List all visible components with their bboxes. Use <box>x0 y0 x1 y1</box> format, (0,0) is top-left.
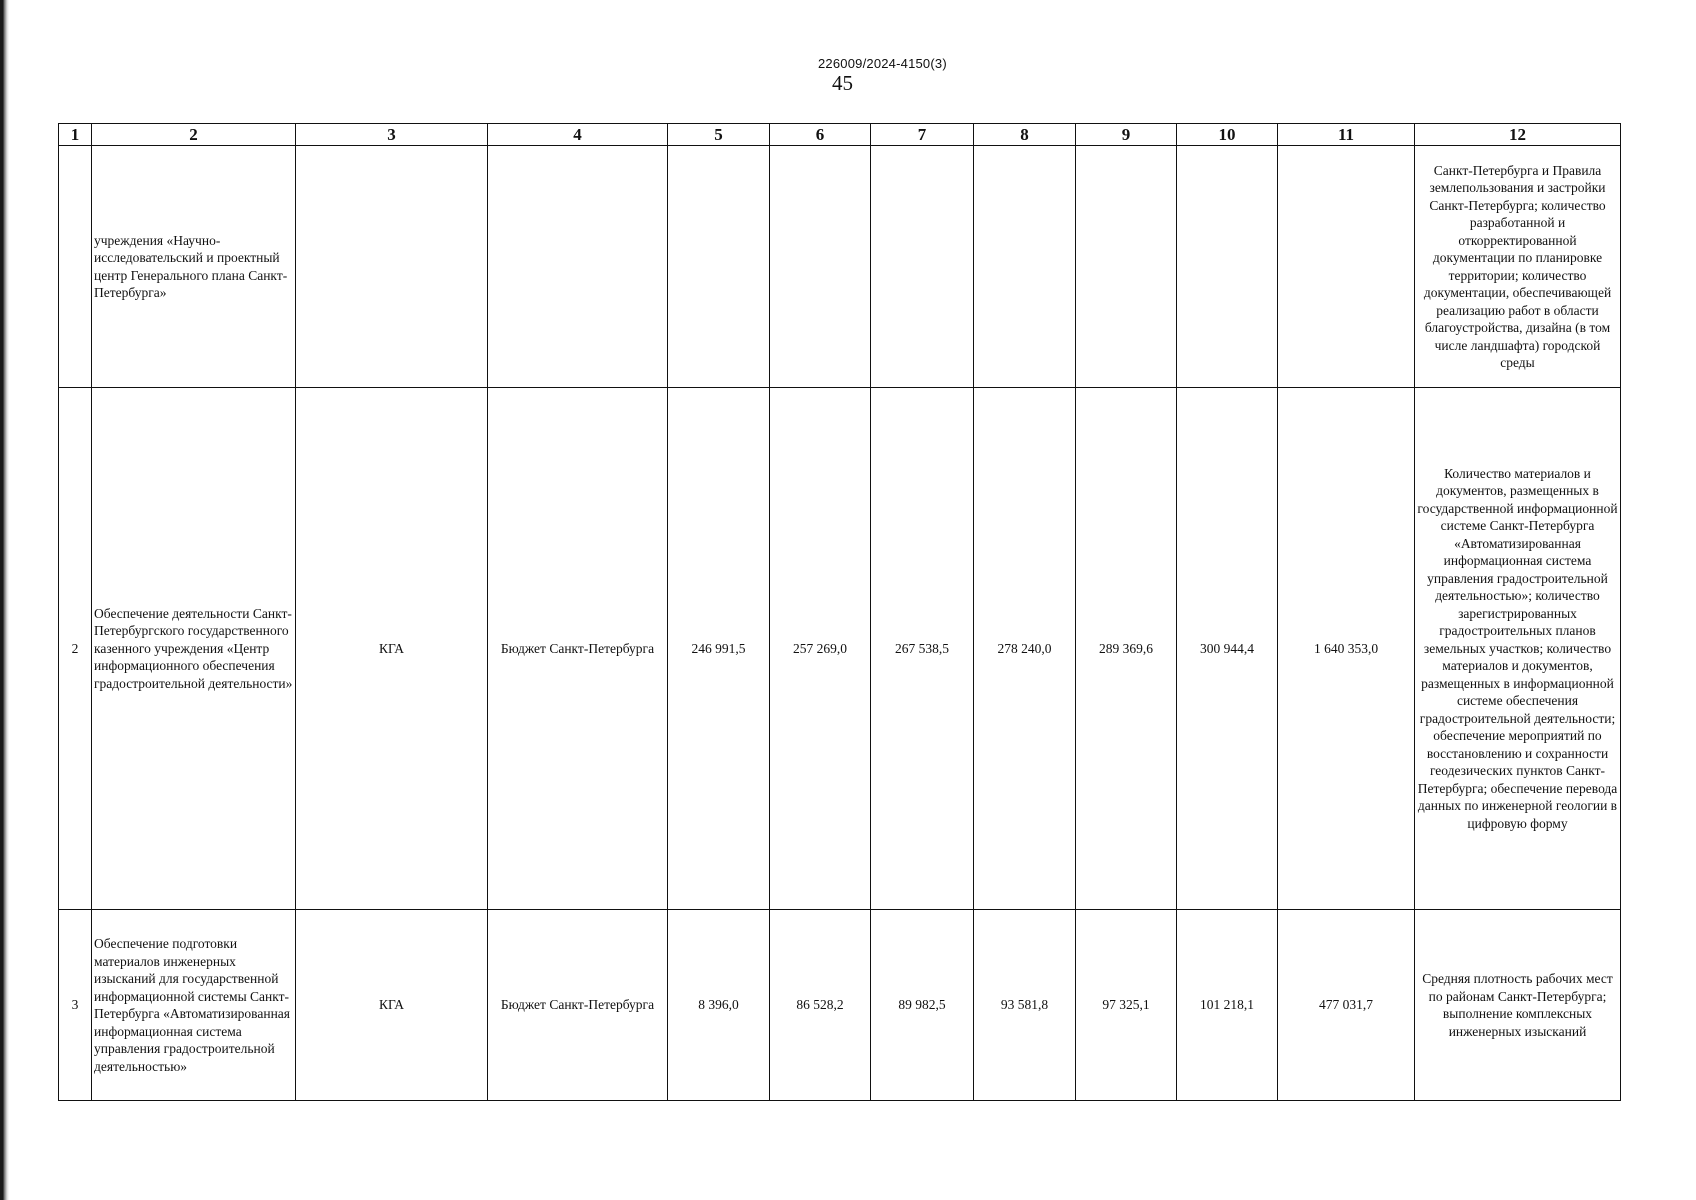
year-value <box>1177 146 1278 388</box>
executor: КГА <box>296 910 488 1101</box>
activity-name: Обеспечение деятельности Санкт-Петербургского государственного казенного учреждения «Центр информационного обеспечения градостроительной деятельности» <box>92 388 296 910</box>
scan-edge <box>0 0 9 1200</box>
activity-name: Обеспечение подготовки материалов инженерных изысканий для государственной информационной системы Санкт-Петербурга «Автоматизированная информационная система управления градостроительной деятельностью» <box>92 910 296 1101</box>
indicator-text: Санкт-Петербурга и Правила землепользования и застройки Санкт-Петербурга; количество разработанной и откорректированной документации по планировке территории; количество документации, обеспечивающей реализацию работ в области благоустройства, дизайна (в том числе ландшафта) городской среды <box>1415 146 1621 388</box>
year-value: 278 240,0 <box>974 388 1076 910</box>
year-value <box>668 146 770 388</box>
year-value: 257 269,0 <box>770 388 871 910</box>
total-value: 477 031,7 <box>1278 910 1415 1101</box>
year-value <box>974 146 1076 388</box>
year-value: 246 991,5 <box>668 388 770 910</box>
column-header: 4 <box>488 124 668 146</box>
year-value <box>1076 146 1177 388</box>
indicator-text: Средняя плотность рабочих мест по районам Санкт-Петербурга; выполнение комплексных инженерных изысканий <box>1415 910 1621 1101</box>
year-value: 8 396,0 <box>668 910 770 1101</box>
table-row <box>59 910 1621 1101</box>
row-number <box>59 146 92 388</box>
column-header: 11 <box>1278 124 1415 146</box>
column-header: 6 <box>770 124 871 146</box>
year-value: 86 528,2 <box>770 910 871 1101</box>
executor: КГА <box>296 388 488 910</box>
funding-source: Бюджет Санкт-Петербурга <box>488 910 668 1101</box>
year-value: 97 325,1 <box>1076 910 1177 1101</box>
executor <box>296 146 488 388</box>
year-value <box>770 146 871 388</box>
indicator-text: Количество материалов и документов, размещенных в государственной информационной системе Санкт-Петербурга «Автоматизированная информационная система управления градостроительной деятельностью»; количество зарегистрированных градостроительных планов земельных участков; количество материалов и документов, размещенных в информационной системе обеспечения градостроительной деятельности; обеспечение мероприятий по восстановлению и сохранности геодезических пунктов Санкт-Петербурга; обеспечение перевода данных по инженерной геологии в цифровую форму <box>1415 388 1621 910</box>
year-value: 93 581,8 <box>974 910 1076 1101</box>
row-number: 3 <box>59 910 92 1101</box>
total-value <box>1278 146 1415 388</box>
table-row <box>59 388 1621 910</box>
year-value: 289 369,6 <box>1076 388 1177 910</box>
funding-source: Бюджет Санкт-Петербурга <box>488 388 668 910</box>
year-value: 89 982,5 <box>871 910 974 1101</box>
funding-source <box>488 146 668 388</box>
activity-name: учреждения «Научно-исследовательский и проектный центр Генерального плана Санкт-Петербурга» <box>92 146 296 388</box>
total-value: 1 640 353,0 <box>1278 388 1415 910</box>
column-header: 7 <box>871 124 974 146</box>
year-value: 101 218,1 <box>1177 910 1278 1101</box>
row-number: 2 <box>59 388 92 910</box>
header-row <box>59 124 1621 146</box>
column-header: 8 <box>974 124 1076 146</box>
year-value: 267 538,5 <box>871 388 974 910</box>
column-header: 1 <box>59 124 92 146</box>
program-table <box>58 123 1621 1101</box>
column-header: 9 <box>1076 124 1177 146</box>
column-header: 12 <box>1415 124 1621 146</box>
page-number: 45 <box>832 71 853 95</box>
column-header: 5 <box>668 124 770 146</box>
table-row <box>59 146 1621 388</box>
column-header: 3 <box>296 124 488 146</box>
column-header: 2 <box>92 124 296 146</box>
year-value <box>871 146 974 388</box>
year-value: 300 944,4 <box>1177 388 1278 910</box>
document-id: 226009/2024-4150(3) <box>818 56 947 71</box>
column-header: 10 <box>1177 124 1278 146</box>
